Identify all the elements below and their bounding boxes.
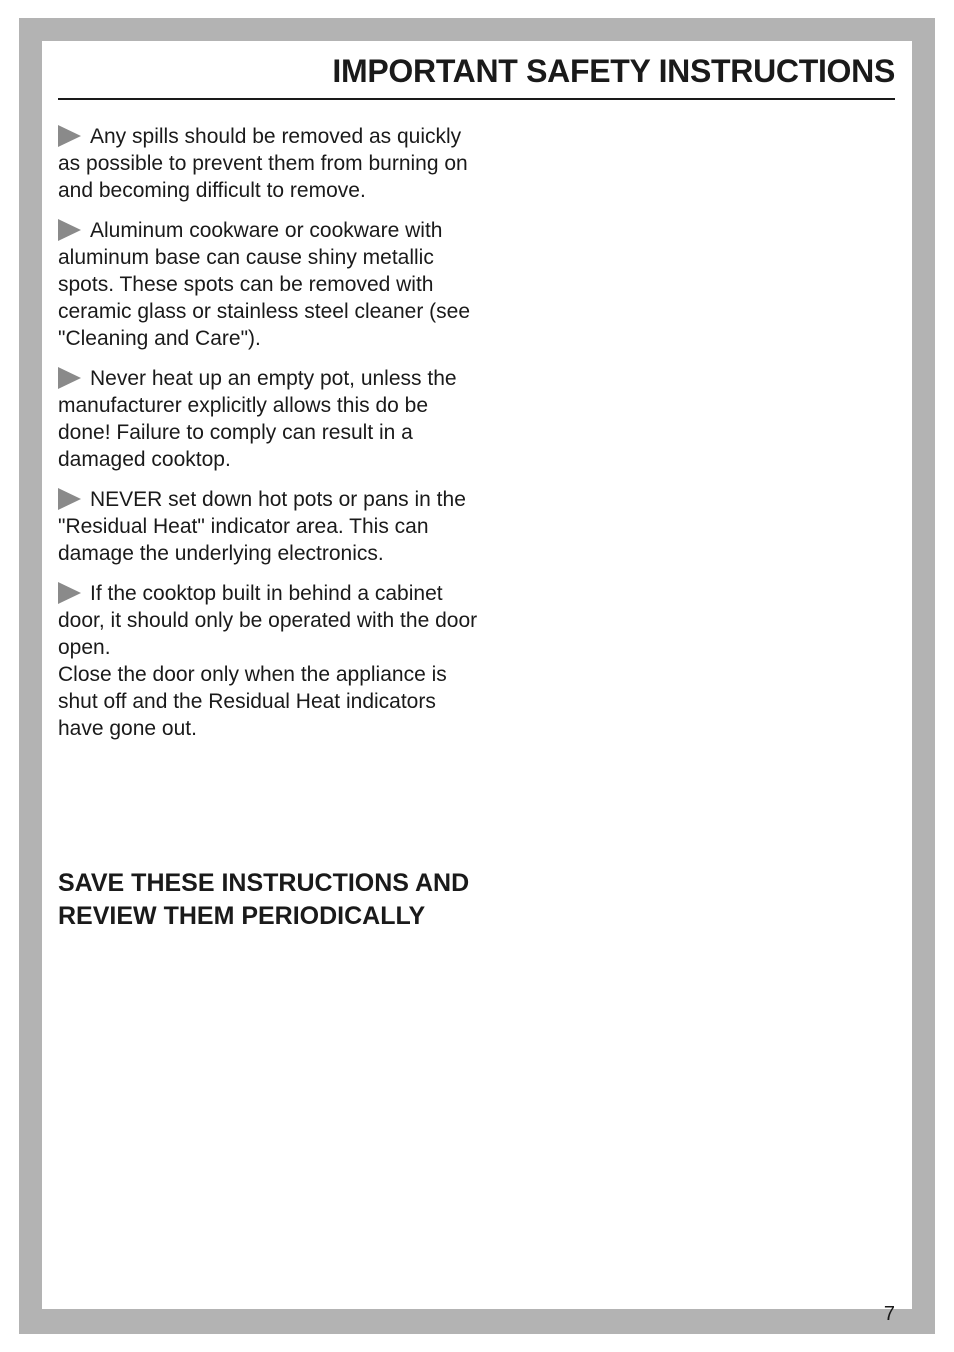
manual-page: [42, 41, 912, 1325]
page-number: 7: [883, 1303, 895, 1325]
instruction-text: Never heat up an empty pot, unless the manufacturer explicitly allows this do be done! Failure to comply can result in a damaged cooktop.: [58, 367, 457, 471]
instruction-paragraph: [58, 123, 478, 204]
closing-heading: SAVE THESE INSTRUCTIONS AND REVIEW THEM PERIODICALLY: [58, 869, 470, 930]
instruction-item: [58, 365, 478, 473]
instruction-list: [58, 123, 478, 755]
arrow-icon: [58, 125, 81, 147]
instruction-text: Aluminum cookware or cookware with aluminum base can cause shiny metallic spots. These spots can be removed with ceramic glass or stainless steel cleaner (see "Cleaning and Care").: [58, 219, 471, 350]
arrow-icon: [58, 488, 81, 510]
instruction-paragraph-continued: Close the door only when the appliance is shut off and the Residual Heat indicators have gone out.: [58, 663, 447, 740]
instruction-paragraph: [58, 580, 478, 661]
instruction-item: [58, 580, 478, 742]
arrow-icon: [58, 219, 81, 241]
instruction-text: If the cooktop built in behind a cabinet door, it should only be operated with the door open.: [58, 582, 478, 659]
arrow-icon: [58, 367, 81, 389]
instruction-paragraph: [58, 365, 478, 473]
instruction-item: [58, 217, 478, 352]
instruction-paragraph: [58, 217, 478, 352]
instruction-text: NEVER set down hot pots or pans in the "Residual Heat" indicator area. This can damage the underlying electronics.: [58, 488, 466, 565]
page-title: IMPORTANT SAFETY INSTRUCTIONS: [332, 53, 895, 89]
instruction-item: [58, 123, 478, 204]
instruction-text: Any spills should be removed as quickly as possible to prevent them from burning on and becoming difficult to remove.: [58, 125, 468, 202]
instruction-paragraph: [58, 486, 478, 567]
header-divider: [58, 98, 895, 100]
arrow-icon: [58, 582, 81, 604]
instruction-item: [58, 486, 478, 567]
